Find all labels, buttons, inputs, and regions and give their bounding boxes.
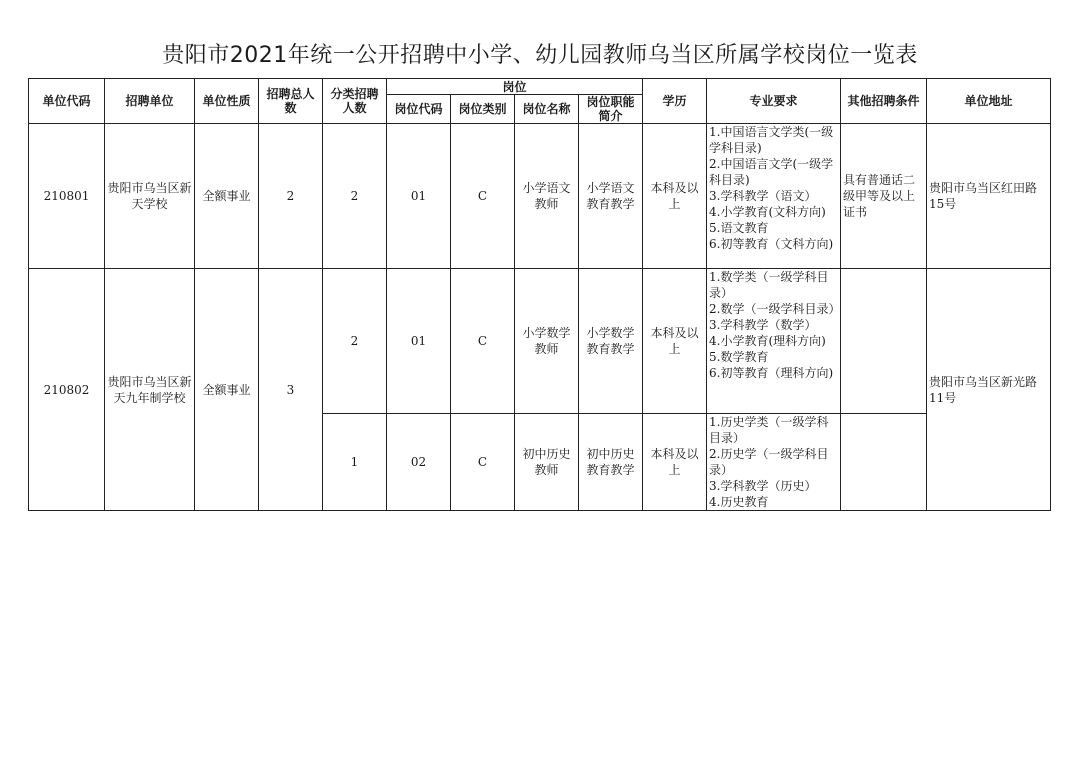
major-item: 4.小学教育(理科方向) xyxy=(709,334,826,348)
category-count-cell: 2 xyxy=(323,269,387,414)
major-item: 4.历史教育 xyxy=(709,495,769,509)
unit-name-cell: 贵阳市乌当区新天学校 xyxy=(105,124,195,269)
header-unit-nature: 单位性质 xyxy=(195,79,259,124)
page-title: 贵阳市2021年统一公开招聘中小学、幼儿园教师乌当区所属学校岗位一览表 xyxy=(162,43,918,68)
header-post-brief: 岗位职能简介 xyxy=(579,95,643,124)
header-address: 单位地址 xyxy=(927,79,1051,124)
header-other: 其他招聘条件 xyxy=(841,79,927,124)
post-type-cell: C xyxy=(451,414,515,511)
post-brief-cell: 小学语文教育教学 xyxy=(579,124,643,269)
education-cell: 本科及以上 xyxy=(643,269,707,414)
recruitment-table-viewport xyxy=(28,78,1050,509)
major-item: 3.学科教学（历史） xyxy=(709,479,817,493)
major-cell xyxy=(707,124,841,269)
major-item: 4.小学教育(文科方向) xyxy=(709,205,826,219)
table-row xyxy=(29,124,1051,269)
header-major: 专业要求 xyxy=(707,79,841,124)
unit-name-cell: 贵阳市乌当区新天九年制学校 xyxy=(105,269,195,511)
major-item: 2.历史学（一级学科目录） xyxy=(709,447,829,477)
recruitment-table xyxy=(28,78,1051,511)
major-item: 2.中国语言文学(一级学科目录) xyxy=(709,157,834,187)
post-code-cell: 02 xyxy=(387,414,451,511)
major-item: 6.初等教育（文科方向) xyxy=(709,237,834,251)
table-row xyxy=(29,269,1051,414)
major-item: 1.历史学类（一级学科目录） xyxy=(709,415,829,445)
major-item: 1.数学类（一级学科目录） xyxy=(709,270,829,300)
post-name-cell: 小学数学教师 xyxy=(515,269,579,414)
post-code-cell: 01 xyxy=(387,124,451,269)
category-count-cell: 1 xyxy=(323,414,387,511)
education-cell: 本科及以上 xyxy=(643,124,707,269)
header-post-group: 岗位 xyxy=(387,79,643,95)
post-code-cell: 01 xyxy=(387,269,451,414)
major-item: 5.语文教育 xyxy=(709,221,769,235)
major-item: 3.学科教学（语文） xyxy=(709,189,817,203)
unit-code-cell: 210802 xyxy=(29,269,105,511)
header-category-count: 分类招聘人数 xyxy=(323,79,387,124)
post-brief-cell: 小学数学教育教学 xyxy=(579,269,643,414)
post-brief-cell: 初中历史教育教学 xyxy=(579,414,643,511)
header-post-code: 岗位代码 xyxy=(387,95,451,124)
category-count-cell: 2 xyxy=(323,124,387,269)
education-cell: 本科及以上 xyxy=(643,414,707,511)
header-post-type: 岗位类别 xyxy=(451,95,515,124)
address-cell: 贵阳市乌当区新光路11号 xyxy=(927,269,1051,511)
other-conditions-cell xyxy=(841,269,927,414)
major-cell xyxy=(707,414,841,511)
address-cell: 贵阳市乌当区红田路15号 xyxy=(927,124,1051,269)
other-conditions-cell: 具有普通话二级甲等及以上证书 xyxy=(841,124,927,269)
post-type-cell: C xyxy=(451,269,515,414)
major-cell xyxy=(707,269,841,414)
unit-nature-cell: 全额事业 xyxy=(195,269,259,511)
unit-code-cell: 210801 xyxy=(29,124,105,269)
major-item: 2.数学（一级学科目录） xyxy=(709,302,841,316)
major-item: 3.学科教学（数学） xyxy=(709,318,817,332)
header-unit-name: 招聘单位 xyxy=(105,79,195,124)
header-post-name: 岗位名称 xyxy=(515,95,579,124)
post-name-cell: 小学语文教师 xyxy=(515,124,579,269)
major-item: 6.初等教育（理科方向) xyxy=(709,366,834,380)
header-total: 招聘总人数 xyxy=(259,79,323,124)
major-item: 1.中国语言文学类(一级学科目录) xyxy=(709,125,834,155)
other-conditions-cell xyxy=(841,414,927,511)
total-cell: 2 xyxy=(259,124,323,269)
header-education: 学历 xyxy=(643,79,707,124)
unit-nature-cell: 全额事业 xyxy=(195,124,259,269)
post-name-cell: 初中历史教师 xyxy=(515,414,579,511)
header-unit-code: 单位代码 xyxy=(29,79,105,124)
major-item: 5.数学教育 xyxy=(709,350,769,364)
total-cell: 3 xyxy=(259,269,323,511)
post-type-cell: C xyxy=(451,124,515,269)
